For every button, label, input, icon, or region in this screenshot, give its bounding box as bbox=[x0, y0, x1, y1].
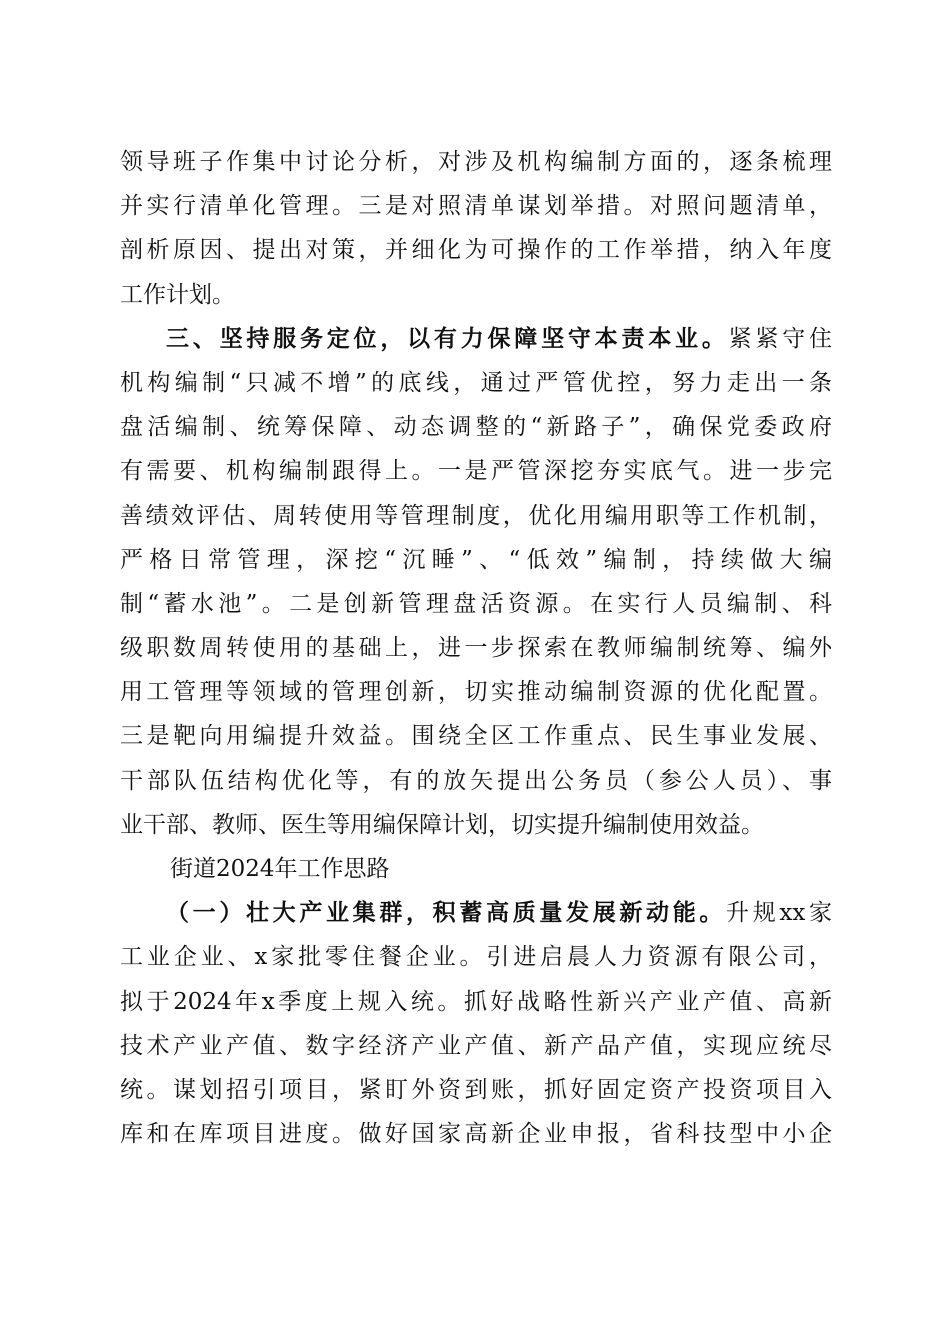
body-line: 善绩效评估、周转使用等管理制度，优化用编用职等工作机制， bbox=[120, 502, 832, 529]
body-line: 级职数周转使用的基础上，进一步探索在教师编制统筹、编外 bbox=[120, 635, 832, 662]
body-line: 干部队伍结构优化等，有的放矢提出公务员（参公人员）、事 bbox=[120, 767, 832, 794]
body-line: 制“蓄水池”。二是创新管理盘活资源。在实行人员编制、科 bbox=[120, 590, 832, 617]
body-line: 技术产业产值、数字经济产业产值、新产品产值，实现应统尽 bbox=[120, 1032, 832, 1059]
body-text: 紧紧守住 bbox=[728, 325, 833, 352]
body-text: 升规xx家 bbox=[726, 900, 832, 927]
body-line: 盘活编制、统筹保障、动态调整的“新路子”，确保党委政府 bbox=[120, 414, 832, 441]
body-line: 统。谋划招引项目，紧盯外资到账，抓好固定资产投资项目入 bbox=[120, 1076, 832, 1103]
body-line: 并实行清单化管理。三是对照清单谋划举措。对照问题清单， bbox=[120, 193, 832, 220]
section-heading-line bbox=[120, 891, 832, 935]
section-heading: （一）壮大产业集群，积蓄高质量发展新动能。 bbox=[166, 900, 727, 927]
document-body bbox=[120, 140, 832, 1156]
body-line: 三是靶向用编提升效益。围绕全区工作重点、民生事业发展、 bbox=[120, 723, 832, 750]
section-heading-line bbox=[120, 317, 832, 361]
body-line: 领导班子作集中讨论分析，对涉及机构编制方面的，逐条梳理 bbox=[120, 149, 832, 175]
body-line: 工业企业、x家批零住餐企业。引进启晨人力资源有限公司， bbox=[120, 944, 832, 971]
body-line: 工作计划。 bbox=[120, 281, 235, 308]
body-line: 拟于2024年x季度上规入统。抓好战略性新兴产业产值、高新 bbox=[120, 988, 832, 1015]
body-line: 用工管理等领域的管理创新，切实推动编制资源的优化配置。 bbox=[120, 679, 832, 706]
body-line: 有需要、机构编制跟得上。一是严管深挖夯实底气。进一步完 bbox=[120, 458, 832, 485]
section-title: 街道2024年工作思路 bbox=[170, 856, 390, 882]
body-line: 机构编制“只减不增”的底线，通过严管优控，努力走出一条 bbox=[120, 369, 832, 396]
body-line: 库和在库项目进度。做好国家高新企业申报，省科技型中小企 bbox=[120, 1121, 832, 1148]
section-heading: 三、坚持服务定位，以有力保障坚守本责本业。 bbox=[166, 325, 729, 352]
body-line: 严格日常管理，深挖“沉睡”、“低效”编制，持续做大编 bbox=[120, 546, 832, 573]
body-line: 业干部、教师、医生等用编保障计划，切实提升编制使用效益。 bbox=[120, 811, 764, 838]
body-line: 剖析原因、提出对策，并细化为可操作的工作举措，纳入年度 bbox=[120, 237, 832, 264]
